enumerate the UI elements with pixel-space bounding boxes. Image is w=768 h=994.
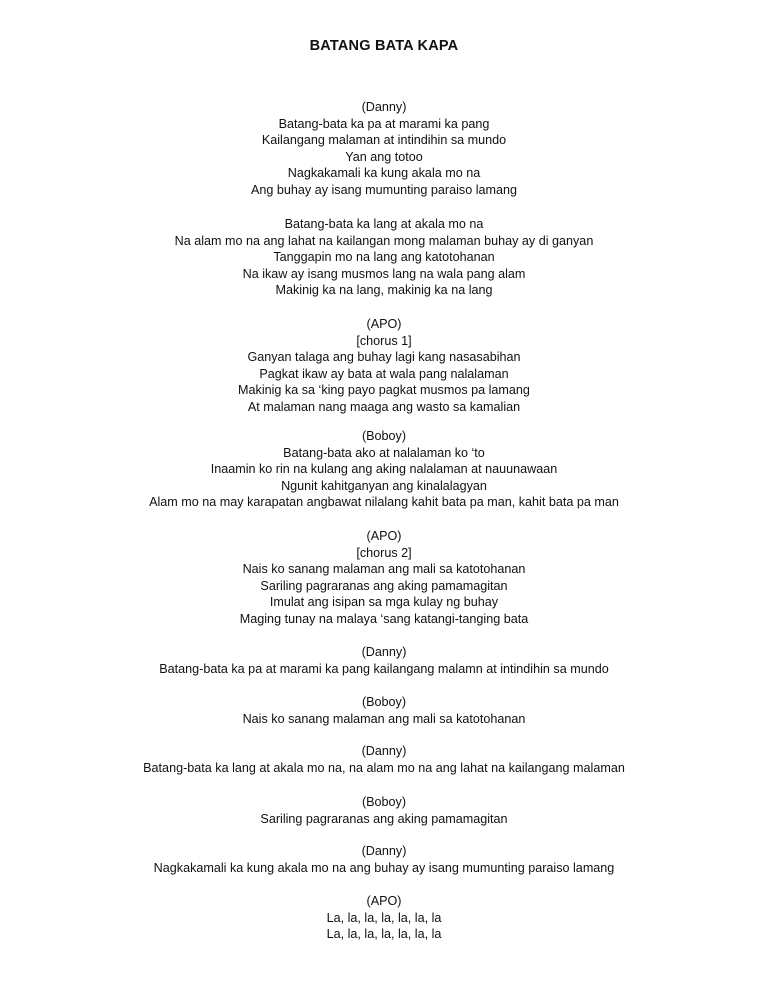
lyric-line: (Danny) <box>361 645 407 659</box>
lyric-line: Batang-bata ka lang at akala mo na, na alam mo na ang lahat na kailangang malaman <box>143 760 625 775</box>
lyric-line: Ang buhay ay isang mumunting paraiso lamang <box>250 182 518 197</box>
chorus-block <box>0 528 768 628</box>
lyric-line: [chorus 2] <box>356 545 412 560</box>
lyric-line: Na alam mo na ang lahat na kailangan mong malaman buhay ay di ganyan <box>174 233 594 248</box>
lyric-line: La, la, la, la, la, la, la <box>326 910 442 925</box>
chorus-block <box>0 316 768 416</box>
lyric-line: (APO) <box>366 529 402 543</box>
verse-block <box>0 99 768 199</box>
lyric-line: Batang-bata ka pa at marami ka pang <box>278 116 490 131</box>
lyric-line: Inaamin ko rin na kulang ang aking nalalaman at nauunawaan <box>210 462 558 477</box>
lyric-line: (APO) <box>366 894 402 908</box>
lyric-line: (Danny) <box>361 100 407 114</box>
lyric-line: Nagkakamali ka kung akala mo na <box>287 166 481 181</box>
lyric-line: Batang-bata ka pa at marami ka pang kailangang malamn at intindihin sa mundo <box>159 661 609 676</box>
lyric-line: Sariling pagraranas ang aking pamamagitan <box>260 811 508 826</box>
outro-block <box>0 893 768 943</box>
lyric-line: Ganyan talaga ang buhay lagi kang nasasabihan <box>247 350 521 365</box>
lyric-line: Nagkakamali ka kung akala mo na ang buhay ay isang mumunting paraiso lamang <box>153 860 615 875</box>
lyric-line: Nais ko sanang malaman ang mali sa katotohanan <box>242 711 526 726</box>
lyric-line: Imulat ang isipan sa mga kulay ng buhay <box>269 595 499 610</box>
lyric-line: (APO) <box>366 317 402 331</box>
lyric-line: (Boboy) <box>361 429 407 443</box>
lyric-line: Makinig ka na lang, makinig ka na lang <box>275 283 493 298</box>
lyric-line: Tanggapin mo na lang ang katotohanan <box>273 250 495 265</box>
lyric-line: Maging tunay na malaya ‘sang katangi-tanging bata <box>239 611 529 626</box>
lyric-line: At malaman nang maaga ang wasto sa kamalian <box>247 399 521 414</box>
song-title: BATANG BATA KAPA <box>309 38 459 54</box>
verse-block <box>0 743 768 776</box>
verse-block <box>0 794 768 827</box>
lyric-line: Batang-bata ako at nalalaman ko ‘to <box>283 445 485 460</box>
lyric-line: (Boboy) <box>361 795 407 809</box>
lyric-line: Nais ko sanang malaman ang mali sa katotohanan <box>242 562 526 577</box>
lyric-line: (Danny) <box>361 744 407 758</box>
lyric-line: Pagkat ikaw ay bata at wala pang nalalaman <box>259 366 509 381</box>
verse-block <box>0 843 768 876</box>
lyric-line: La, la, la, la, la, la, la <box>326 927 442 942</box>
lyric-line: [chorus 1] <box>356 333 412 348</box>
lyric-line: Ngunit kahitganyan ang kinalalagyan <box>281 478 487 493</box>
lyric-line: Makinig ka sa ‘king payo pagkat musmos pa lamang <box>238 383 530 398</box>
verse-block <box>0 644 768 677</box>
lyric-line: (Boboy) <box>361 695 407 709</box>
lyric-line: Batang-bata ka lang at akala mo na <box>284 217 484 231</box>
verse-block <box>0 428 768 511</box>
lyric-line: Yan ang totoo <box>345 149 423 164</box>
verse-block <box>0 216 768 299</box>
lyric-line: Alam mo na may karapatan angbawat nilalang kahit bata pa man, kahit bata pa man <box>149 495 619 510</box>
lyric-line: Na ikaw ay isang musmos lang na wala pang alam <box>242 266 526 281</box>
lyric-line: Kailangang malaman at intindihin sa mundo <box>261 133 507 148</box>
verse-block <box>0 694 768 727</box>
lyric-line: Sariling pagraranas ang aking pamamagitan <box>260 578 508 593</box>
lyric-line: (Danny) <box>361 844 407 858</box>
